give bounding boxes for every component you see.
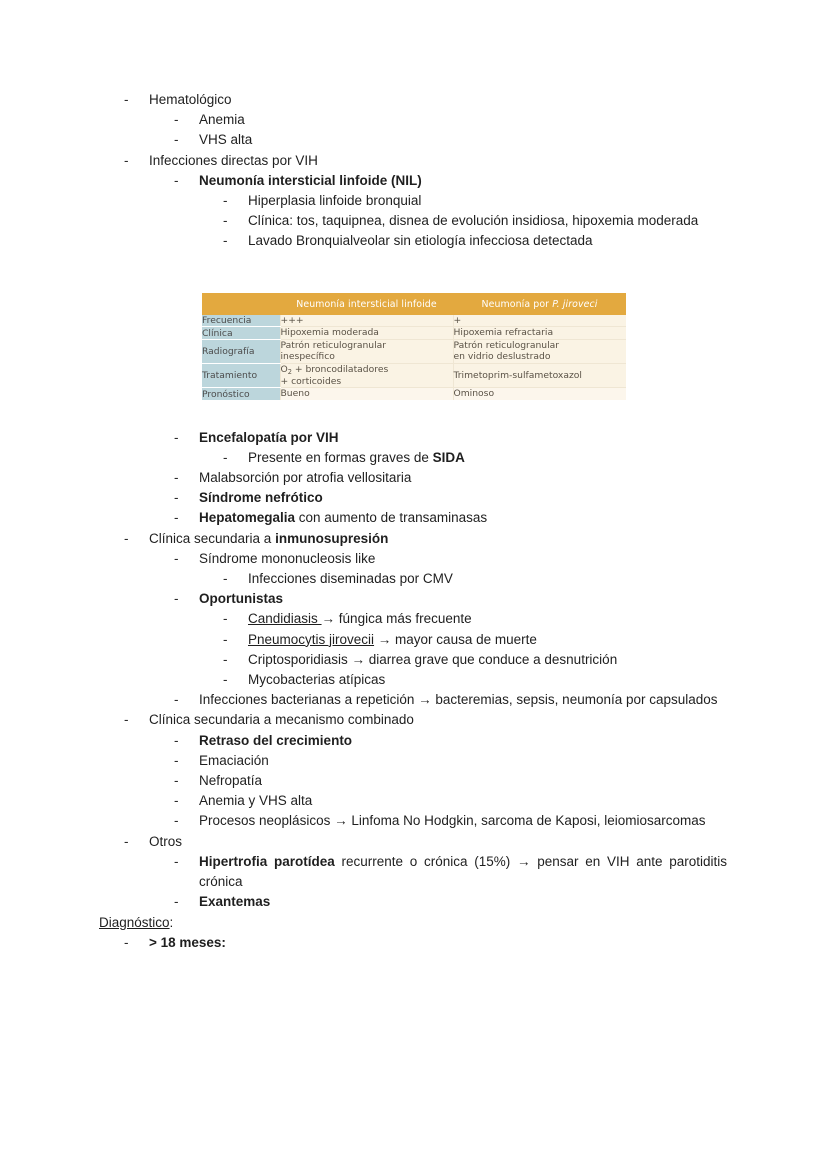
table-body xyxy=(202,315,626,400)
outline-item xyxy=(0,852,828,892)
bullet-dash-icon: - xyxy=(174,132,179,148)
outline-list xyxy=(0,90,828,953)
text-segment: Criptosporidiasis → diarrea grave que conduce a desnutrición xyxy=(248,651,618,667)
outline-item xyxy=(0,130,828,150)
outline-item-text xyxy=(199,508,727,528)
bullet-dash-icon: - xyxy=(174,894,179,910)
text-segment: Lavado Bronquialveolar sin etiología infecciosa detectada xyxy=(248,233,593,249)
bullet-dash-icon: - xyxy=(124,152,129,168)
text-segment: Exantemas xyxy=(199,894,271,910)
text-segment: Pneumocytis jirovecii xyxy=(248,631,375,647)
outline-item-text xyxy=(199,589,727,609)
table-col-header-pj xyxy=(453,293,626,315)
outline-item xyxy=(0,468,828,488)
text-segment: Clínica secundaria a xyxy=(149,530,276,546)
outline-item xyxy=(0,569,828,589)
table-cell: Patrón reticulogranular en vidrio deslustrado xyxy=(453,339,626,363)
table-row-header: Frecuencia xyxy=(202,315,280,327)
text-segment: Candidiasis xyxy=(248,611,322,627)
outline-item-text xyxy=(199,852,727,892)
text-segment: Retraso del crecimiento xyxy=(199,732,353,748)
bullet-dash-icon: - xyxy=(174,692,179,708)
outline-item-text xyxy=(199,488,727,508)
text-segment: Mycobacterias atípicas xyxy=(248,672,386,688)
table-head xyxy=(202,293,626,315)
text-segment: Neumonía intersticial linfoide xyxy=(199,172,388,188)
table-cell: Hipoxemia moderada xyxy=(280,327,453,339)
text-segment: → fúngica más frecuente xyxy=(321,611,472,627)
table-col-header-nil: Neumonía intersticial linfoide xyxy=(280,293,453,315)
table-row-header: Pronóstico xyxy=(202,388,280,400)
bullet-dash-icon: - xyxy=(174,470,179,486)
outline-item-text xyxy=(248,630,727,650)
bullet-dash-icon: - xyxy=(174,172,179,188)
table-cell: Ominoso xyxy=(453,388,626,400)
table-cell: Trimetoprim-sulfametoxazol xyxy=(453,363,626,388)
outline-item xyxy=(0,650,828,670)
table-row xyxy=(202,315,626,327)
bullet-dash-icon: - xyxy=(174,490,179,506)
outline-item xyxy=(0,211,828,231)
outline-item-text xyxy=(248,650,727,670)
outline-item xyxy=(0,151,828,171)
outline-item-text xyxy=(199,771,727,791)
outline-item xyxy=(0,670,828,690)
outline-item xyxy=(0,448,828,468)
bullet-dash-icon: - xyxy=(174,793,179,809)
bullet-dash-icon: - xyxy=(223,651,228,667)
text-segment: Hiperplasia linfoide bronquial xyxy=(248,193,422,209)
outline-item xyxy=(0,529,828,549)
outline-item xyxy=(0,811,828,831)
bullet-dash-icon: - xyxy=(174,112,179,128)
outline-item-text xyxy=(149,151,727,171)
table-cell: Hipoxemia refractaria xyxy=(453,327,626,339)
outline-item-text xyxy=(149,529,727,549)
table-row xyxy=(202,363,626,388)
table-row-header: Clínica xyxy=(202,327,280,339)
outline-item-text xyxy=(248,231,727,251)
outline-item xyxy=(0,110,828,130)
text-segment: recurrente o crónica (15%) → pensar en VIH ante parotiditis crónica xyxy=(199,853,727,890)
outline-item xyxy=(0,832,828,852)
outline-item-text xyxy=(248,191,727,211)
outline-item xyxy=(0,549,828,569)
outline-item-text xyxy=(248,569,727,589)
text-segment: Hematológico xyxy=(149,92,232,107)
outline-item-text xyxy=(149,90,727,110)
outline-item xyxy=(0,771,828,791)
outline-item xyxy=(0,630,828,650)
text-segment: Diagnóstico xyxy=(99,914,170,930)
text-segment: Hepatomegalia xyxy=(199,510,296,526)
outline-item xyxy=(0,690,828,710)
text-segment: Anemia xyxy=(199,112,245,128)
outline-item xyxy=(0,710,828,730)
outline-item xyxy=(0,892,828,912)
bullet-dash-icon: - xyxy=(174,752,179,768)
col-header-species-italic: P. jiroveci xyxy=(552,298,598,310)
outline-item xyxy=(0,231,828,251)
text-segment: Clínica secundaria a mecanismo combinado xyxy=(149,712,414,728)
outline-item-text xyxy=(248,211,727,231)
bullet-dash-icon: - xyxy=(223,672,228,688)
outline-item xyxy=(0,589,828,609)
text-segment: Hipertrofia parotídea xyxy=(199,853,335,869)
outline-item-text xyxy=(199,428,727,448)
table-cell: + xyxy=(453,315,626,327)
pneumonia-comparison-table xyxy=(202,293,626,400)
outline-item xyxy=(0,508,828,528)
bullet-dash-icon: - xyxy=(174,550,179,566)
table-row-header: Tratamiento xyxy=(202,363,280,388)
text-segment: Síndrome mononucleosis like xyxy=(199,550,376,566)
table-cell: Bueno xyxy=(280,388,453,400)
text-segment: Malabsorción por atrofia vellositaria xyxy=(199,470,412,486)
outline-item-text xyxy=(199,751,727,771)
text-segment: : xyxy=(169,914,174,930)
outline-item xyxy=(0,171,828,191)
outline-item xyxy=(0,488,828,508)
table-row xyxy=(202,339,626,363)
outline-item-text xyxy=(199,549,727,569)
text-segment: Oportunistas xyxy=(199,591,284,607)
bullet-dash-icon: - xyxy=(174,773,179,789)
text-segment: Infecciones diseminadas por CMV xyxy=(248,571,453,587)
table-row-header: Radiografía xyxy=(202,339,280,363)
table-row xyxy=(202,327,626,339)
outline-item-text xyxy=(199,468,727,488)
outline-item xyxy=(0,191,828,211)
outline-item-text xyxy=(149,832,727,852)
outline-item-text xyxy=(99,913,727,933)
outline-item xyxy=(0,90,828,110)
bullet-dash-icon: - xyxy=(174,853,179,869)
outline-item-text xyxy=(199,791,727,811)
text-segment: Infecciones bacterianas a repetición → bacteremias, sepsis, neumonía por capsulados xyxy=(199,692,718,708)
bullet-dash-icon: - xyxy=(174,732,179,748)
text-segment: Síndrome nefrótico xyxy=(199,490,323,506)
table-cell: +++ xyxy=(280,315,453,327)
outline-item-text xyxy=(199,892,727,912)
comparison-table-container xyxy=(202,293,626,400)
table-header-row xyxy=(202,293,626,315)
bullet-dash-icon: - xyxy=(124,530,129,546)
bullet-dash-icon: - xyxy=(124,934,129,950)
bullet-dash-icon: - xyxy=(223,233,228,249)
bullet-dash-icon: - xyxy=(174,429,179,445)
outline-item xyxy=(0,609,828,629)
outline-item-text xyxy=(199,811,727,831)
outline-item-text xyxy=(149,933,727,953)
bullet-dash-icon: - xyxy=(174,510,179,526)
bullet-dash-icon: - xyxy=(223,193,228,209)
text-segment: Encefalopatía por VIH xyxy=(199,429,339,445)
outline-item-text xyxy=(199,130,727,150)
bullet-dash-icon: - xyxy=(124,712,129,728)
outline-item-text xyxy=(149,710,727,730)
table-corner-cell xyxy=(202,293,280,315)
outline-item-text xyxy=(248,670,727,690)
outline-item-text xyxy=(199,690,727,710)
outline-item-text xyxy=(199,731,727,751)
text-segment: Anemia y VHS alta xyxy=(199,793,313,809)
bullet-dash-icon: - xyxy=(223,571,228,587)
text-segment: (NIL) xyxy=(387,172,422,188)
outline-item-text xyxy=(248,448,727,468)
outline-item-text xyxy=(248,609,727,629)
text-segment: Emaciación xyxy=(199,752,269,768)
bullet-dash-icon: - xyxy=(223,631,228,647)
text-segment: Procesos neoplásicos → Linfoma No Hodgkin, sarcoma de Kaposi, leiomiosarcomas xyxy=(199,813,706,829)
table-cell: Patrón reticulogranular inespecífico xyxy=(280,339,453,363)
text-segment: Infecciones directas por VIH xyxy=(149,152,318,168)
text-segment: Otros xyxy=(149,833,183,849)
outline-item xyxy=(0,751,828,771)
outline-item xyxy=(0,791,828,811)
bullet-dash-icon: - xyxy=(124,92,129,107)
text-segment: SIDA xyxy=(432,449,465,465)
subscript: 2 xyxy=(287,367,292,376)
bullet-dash-icon: - xyxy=(223,449,228,465)
outline-item-text xyxy=(199,110,727,130)
bullet-dash-icon: - xyxy=(124,833,129,849)
outline-item xyxy=(0,731,828,751)
table-row xyxy=(202,388,626,400)
bullet-dash-icon: - xyxy=(223,611,228,627)
text-segment: > 18 meses: xyxy=(149,934,226,950)
text-segment: inmunosupresión xyxy=(275,530,389,546)
table-cell: $O_2$ + broncodilatadores + corticoides xyxy=(280,363,453,388)
outline-item xyxy=(0,933,828,953)
text-segment: Nefropatía xyxy=(199,773,263,789)
text-segment: con aumento de transaminasas xyxy=(295,510,488,526)
outline-item xyxy=(0,428,828,448)
text-segment: → mayor causa de muerte xyxy=(374,631,537,647)
col-header-text: Neumonía por xyxy=(481,298,553,310)
bullet-dash-icon: - xyxy=(174,813,179,829)
outline-item xyxy=(0,913,828,933)
text-segment: VHS alta xyxy=(199,132,253,148)
outline-item-text xyxy=(199,171,727,191)
text-segment: Clínica: tos, taquipnea, disnea de evolución insidiosa, hipoxemia moderada xyxy=(248,213,699,229)
bullet-dash-icon: - xyxy=(174,591,179,607)
bullet-dash-icon: - xyxy=(223,213,228,229)
text-segment: Presente en formas graves de xyxy=(248,449,433,465)
